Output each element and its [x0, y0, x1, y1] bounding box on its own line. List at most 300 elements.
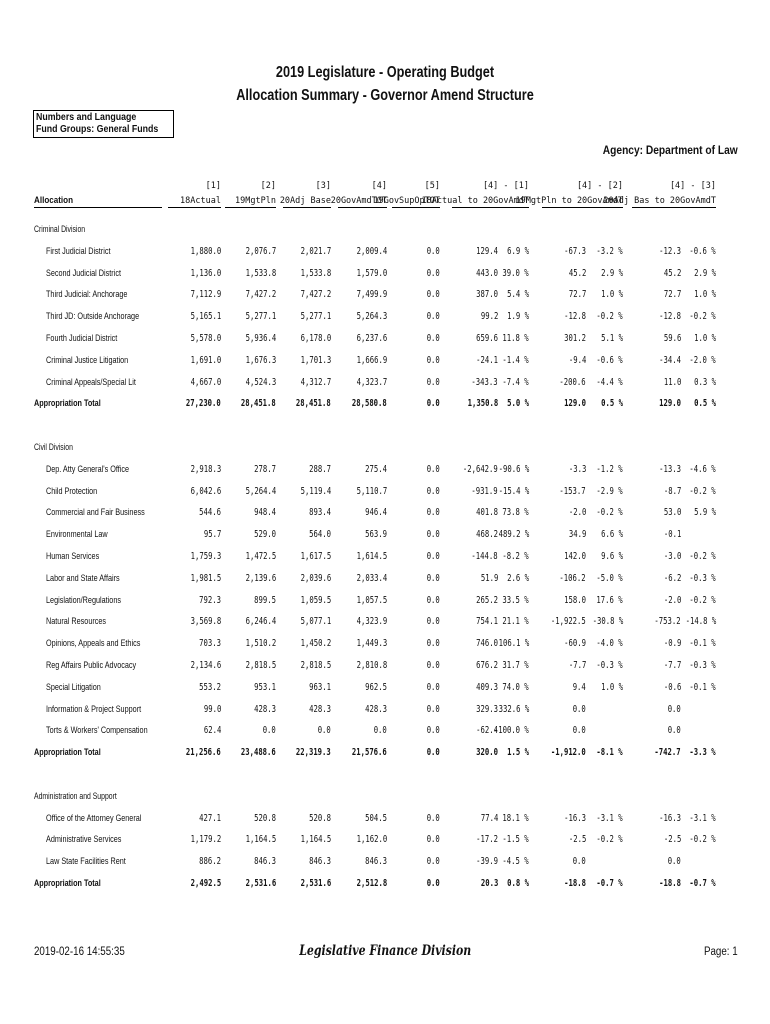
diff-percent-cell: -0.2 %	[689, 485, 716, 497]
value-cell: 3,569.8	[190, 616, 221, 628]
diff-percent-cell: 33.5 %	[502, 594, 529, 606]
diff-amount-cell: 53.0	[663, 507, 681, 519]
value-cell: 1,136.0	[190, 267, 221, 279]
allocation-label: Dep. Atty General's Office	[46, 463, 130, 474]
diff-amount-cell: 72.7	[663, 289, 681, 301]
table-row	[0, 725, 770, 739]
value-cell: 5,077.1	[300, 616, 331, 628]
allocation-label: Appropriation Total	[34, 747, 101, 758]
diff-percent-cell: -3.3 %	[689, 747, 716, 759]
value-cell: 4,667.0	[190, 376, 221, 388]
allocation-label: Second Judicial District	[46, 267, 121, 278]
value-cell: 2,531.6	[300, 878, 331, 889]
diff-amount-cell: 468.2	[476, 529, 498, 541]
diff-percent-cell: 0.5 %	[601, 398, 623, 410]
diff-percent-cell: 489.2 %	[498, 529, 529, 541]
diff-percent-cell: -3.1 %	[689, 812, 716, 824]
diff-amount-cell: -106.2	[559, 572, 586, 584]
table-row	[0, 377, 770, 391]
value-cell: 5,277.1	[245, 311, 276, 323]
diff-amount-cell: -60.9	[564, 638, 586, 650]
diff-column-underline	[632, 207, 716, 208]
value-cell: 0.0	[373, 725, 387, 737]
value-cell: 0.0	[426, 551, 440, 562]
value-cell: 6,237.6	[356, 333, 387, 344]
value-cell: 0.0	[426, 725, 440, 737]
diff-amount-cell: 9.4	[572, 681, 586, 693]
value-cell: 5,264.3	[356, 311, 387, 323]
diff-percent-cell: 1.0 %	[694, 333, 716, 344]
table-row	[0, 616, 770, 630]
diff-amount-cell: -3.0	[663, 551, 681, 562]
value-cell: 0.0	[426, 856, 440, 868]
value-cell: 520.8	[309, 812, 331, 824]
table-row	[0, 333, 770, 347]
value-cell: 0.0	[426, 398, 440, 410]
diff-percent-cell: -4.5 %	[502, 856, 529, 868]
diff-amount-cell: -200.6	[559, 376, 586, 388]
value-cell: 5,119.4	[300, 485, 331, 497]
diff-percent-cell: -4.6 %	[689, 463, 716, 475]
diff-amount-cell: 0.0	[572, 725, 586, 737]
diff-amount-cell: -13.3	[659, 463, 681, 475]
value-cell: 1,164.5	[245, 834, 276, 846]
diff-amount-cell: -1,912.0	[551, 747, 586, 759]
diff-percent-cell: -0.3 %	[689, 660, 716, 671]
allocation-label: First Judicial District	[46, 245, 111, 256]
diff-percent-cell: 1.5 %	[507, 747, 529, 759]
diff-amount-cell: -753.2	[654, 616, 681, 628]
diff-amount-cell: 51.9	[480, 572, 498, 584]
section-label: Administration and Support	[34, 790, 117, 801]
footer-timestamp: 2019-02-16 14:55:35	[34, 946, 125, 958]
footer-division-text: Legislative Finance Division	[299, 943, 471, 959]
total-row	[0, 878, 770, 892]
value-cell: 428.3	[254, 703, 276, 715]
value-cell: 288.7	[309, 463, 331, 475]
value-cell: 2,021.7	[300, 245, 331, 257]
diff-percent-cell: -100.0 %	[494, 725, 529, 737]
diff-amount-cell: -1,922.5	[551, 616, 586, 628]
value-cell: 7,427.2	[300, 289, 331, 301]
diff-percent-cell: 31.7 %	[502, 660, 529, 671]
diff-amount-cell: -12.8	[659, 311, 681, 323]
value-cell: 7,427.2	[245, 289, 276, 301]
value-cell: 7,112.9	[190, 289, 221, 301]
column-name: 20GovAmdTOT	[330, 196, 387, 206]
diff-amount-cell: -2.5	[663, 834, 681, 846]
value-cell: 22,319.3	[296, 747, 331, 759]
diff-amount-cell: 0.0	[572, 856, 586, 868]
column-name: 19GovSupOpTOT	[373, 196, 440, 206]
value-cell: 1,880.0	[190, 245, 221, 257]
value-cell: 28,451.8	[296, 398, 331, 410]
value-cell: 1,472.5	[245, 551, 276, 562]
allocation-underline	[34, 207, 162, 208]
total-row	[0, 747, 770, 761]
value-cell: 0.0	[426, 572, 440, 584]
value-cell: 0.0	[426, 812, 440, 824]
table-row	[0, 682, 770, 696]
diff-percent-cell: 2.6 %	[507, 572, 529, 584]
value-cell: 0.0	[426, 289, 440, 301]
diff-percent-cell: 1.9 %	[507, 311, 529, 323]
table-row	[0, 551, 770, 565]
diff-percent-cell: 21.1 %	[502, 616, 529, 628]
diff-amount-cell: 45.2	[568, 267, 586, 279]
allocation-label: Law State Facilities Rent	[46, 856, 126, 867]
value-cell: 2,818.5	[245, 660, 276, 671]
value-cell: 28,580.8	[352, 398, 387, 410]
value-cell: 962.5	[365, 681, 387, 693]
value-cell: 553.2	[199, 681, 221, 693]
value-cell: 0.0	[426, 834, 440, 846]
diff-percent-cell: -0.7 %	[596, 878, 623, 889]
value-cell: 1,059.5	[300, 594, 331, 606]
diff-column-underline	[542, 207, 623, 208]
value-cell: 0.0	[426, 333, 440, 344]
fund-groups-label: Fund Groups: General Funds	[36, 124, 159, 135]
diff-percent-cell: -0.2 %	[689, 834, 716, 846]
value-cell: 1,164.5	[300, 834, 331, 846]
diff-percent-cell: -0.6 %	[689, 245, 716, 257]
diff-percent-cell: -15.4 %	[498, 485, 529, 497]
value-cell: 2,033.4	[356, 572, 387, 584]
diff-percent-cell: -1.4 %	[502, 354, 529, 366]
value-cell: 5,936.4	[245, 333, 276, 344]
allocation-label: Commercial and Fair Business	[46, 507, 145, 518]
table-row	[0, 573, 770, 587]
value-cell: 2,009.4	[356, 245, 387, 257]
value-cell: 2,039.6	[300, 572, 331, 584]
column-number: [4]	[371, 181, 387, 191]
diff-amount-cell: 11.0	[663, 376, 681, 388]
diff-percent-cell: -0.6 %	[596, 354, 623, 366]
diff-amount-cell: -0.1	[663, 529, 681, 541]
diff-amount-cell: 129.4	[476, 245, 498, 257]
diff-percent-cell: -90.6 %	[498, 463, 529, 475]
diff-amount-cell: 0.0	[572, 703, 586, 715]
allocation-label: Criminal Justice Litigation	[46, 354, 129, 365]
value-cell: 2,139.6	[245, 572, 276, 584]
column-underline	[338, 207, 387, 208]
diff-amount-cell: -931.9	[471, 485, 498, 497]
diff-amount-cell: 659.6	[476, 333, 498, 344]
diff-percent-cell: -14.8 %	[685, 616, 716, 628]
diff-amount-cell: -0.9	[663, 638, 681, 650]
allocation-label: Third JD: Outside Anchorage	[46, 311, 140, 322]
value-cell: 1,617.5	[300, 551, 331, 562]
value-cell: 0.0	[426, 485, 440, 497]
total-row	[0, 398, 770, 412]
value-cell: 963.1	[309, 681, 331, 693]
diff-percent-cell: 1.0 %	[601, 289, 623, 301]
diff-amount-cell: -153.7	[559, 485, 586, 497]
diff-amount-cell: 265.2	[476, 594, 498, 606]
diff-percent-cell: -0.3 %	[689, 572, 716, 584]
diff-percent-cell: 2.9 %	[601, 267, 623, 279]
diff-amount-cell: -34.4	[659, 354, 681, 366]
diff-percent-cell: 1.0 %	[694, 289, 716, 301]
diff-amount-cell: -9.4	[568, 354, 586, 366]
report-subtitle: Allocation Summary - Governor Amend Structure	[236, 87, 534, 104]
value-cell: 7,499.9	[356, 289, 387, 301]
value-cell: 948.4	[254, 507, 276, 519]
allocation-label: Fourth Judicial District	[46, 333, 118, 343]
value-cell: 21,256.6	[186, 747, 221, 759]
value-cell: 2,492.5	[190, 878, 221, 889]
value-cell: 1,179.2	[190, 834, 221, 846]
diff-amount-cell: 20.3	[480, 878, 498, 889]
diff-amount-cell: -2.0	[663, 594, 681, 606]
value-cell: 2,818.5	[300, 660, 331, 671]
diff-percent-cell: -2.0 %	[689, 354, 716, 366]
value-cell: 27,230.0	[186, 398, 221, 410]
value-cell: 21,576.6	[352, 747, 387, 759]
value-cell: 2,076.7	[245, 245, 276, 257]
diff-percent-cell: -5.0 %	[596, 572, 623, 584]
diff-percent-cell: 1.0 %	[601, 681, 623, 693]
value-cell: 564.0	[309, 529, 331, 541]
table-row	[0, 638, 770, 652]
value-cell: 278.7	[254, 463, 276, 475]
value-cell: 428.3	[365, 703, 387, 715]
diff-percent-cell: 6.9 %	[507, 245, 529, 257]
value-cell: 1,162.0	[356, 834, 387, 846]
diff-column-name: 18Actual to 20GovAmdT	[421, 196, 529, 206]
diff-percent-cell: -0.2 %	[689, 311, 716, 323]
allocation-label: Opinions, Appeals and Ethics	[46, 638, 141, 649]
table-row	[0, 486, 770, 500]
value-cell: 1,510.2	[245, 638, 276, 650]
diff-amount-cell: 77.4	[480, 812, 498, 824]
value-cell: 2,134.6	[190, 660, 221, 671]
diff-amount-cell: -18.8	[564, 878, 586, 889]
value-cell: 0.0	[426, 594, 440, 606]
diff-percent-cell: 73.8 %	[502, 507, 529, 519]
diff-percent-cell: -0.2 %	[596, 507, 623, 519]
value-cell: 1,579.0	[356, 267, 387, 279]
diff-amount-cell: 676.2	[476, 660, 498, 671]
diff-amount-cell: -16.3	[659, 812, 681, 824]
section-header-row	[0, 442, 770, 456]
diff-percent-cell: -0.3 %	[596, 660, 623, 671]
allocation-label: Third Judicial: Anchorage	[46, 289, 128, 300]
value-cell: 0.0	[426, 638, 440, 650]
value-cell: 2,512.8	[356, 878, 387, 889]
diff-percent-cell: -3.1 %	[596, 812, 623, 824]
diff-column-number: [4] - [2]	[576, 181, 623, 191]
diff-amount-cell: 72.7	[568, 289, 586, 301]
diff-amount-cell: -3.3	[568, 463, 586, 475]
allocation-label: Environmental Law	[46, 529, 108, 540]
value-cell: 0.0	[426, 529, 440, 541]
diff-amount-cell: -2.5	[568, 834, 586, 846]
diff-percent-cell: 18.1 %	[502, 812, 529, 824]
value-cell: 2,810.8	[356, 660, 387, 671]
value-cell: 0.0	[426, 616, 440, 628]
value-cell: 0.0	[426, 311, 440, 323]
diff-percent-cell: 5.1 %	[601, 333, 623, 344]
value-cell: 1,614.5	[356, 551, 387, 562]
diff-amount-cell: -17.2	[476, 834, 498, 846]
value-cell: 0.0	[426, 660, 440, 671]
value-cell: 0.0	[426, 376, 440, 388]
diff-amount-cell: 1,350.8	[467, 398, 498, 410]
value-cell: 703.3	[199, 638, 221, 650]
allocation-label: Appropriation Total	[34, 878, 101, 888]
diff-amount-cell: 387.0	[476, 289, 498, 301]
value-cell: 6,246.4	[245, 616, 276, 628]
value-cell: 0.0	[426, 681, 440, 693]
diff-amount-cell: 409.3	[476, 681, 498, 693]
diff-percent-cell: 17.6 %	[596, 594, 623, 606]
diff-percent-cell: 39.0 %	[502, 267, 529, 279]
diff-percent-cell: -2.9 %	[596, 485, 623, 497]
value-cell: 1,533.8	[245, 267, 276, 279]
value-cell: 23,488.6	[241, 747, 276, 759]
value-cell: 0.0	[426, 507, 440, 519]
value-cell: 1,533.8	[300, 267, 331, 279]
diff-amount-cell: -39.9	[476, 856, 498, 868]
value-cell: 563.9	[365, 529, 387, 541]
value-cell: 0.0	[426, 354, 440, 366]
table-row	[0, 464, 770, 478]
column-number: [3]	[315, 181, 331, 191]
value-cell: 2,531.6	[245, 878, 276, 889]
column-number: [1]	[205, 181, 221, 191]
section-label: Criminal Division	[34, 224, 86, 234]
diff-amount-cell: 129.0	[564, 398, 586, 410]
column-number: [5]	[424, 181, 440, 191]
value-cell: 1,691.0	[190, 354, 221, 366]
diff-amount-cell: -6.2	[663, 572, 681, 584]
value-cell: 792.3	[199, 594, 221, 606]
table-row	[0, 268, 770, 282]
diff-amount-cell: 0.0	[667, 725, 681, 737]
value-cell: 1,450.2	[300, 638, 331, 650]
value-cell: 946.4	[365, 507, 387, 519]
table-row	[0, 660, 770, 674]
value-cell: 1,981.5	[190, 572, 221, 584]
diff-amount-cell: -67.3	[564, 245, 586, 257]
value-cell: 6,042.6	[190, 485, 221, 497]
allocation-label: Appropriation Total	[34, 398, 101, 409]
value-cell: 0.0	[262, 725, 276, 737]
diff-amount-cell: -7.7	[663, 660, 681, 671]
diff-percent-cell: 332.6 %	[498, 703, 529, 715]
diff-amount-cell: -343.3	[471, 376, 498, 388]
diff-amount-cell: -18.8	[659, 878, 681, 889]
value-cell: 428.3	[309, 703, 331, 715]
numbers-language-label: Numbers and Language	[36, 112, 137, 123]
diff-amount-cell: 34.9	[568, 529, 586, 541]
value-cell: 5,578.0	[190, 333, 221, 344]
section-header-row	[0, 224, 770, 238]
diff-column-underline	[452, 207, 529, 208]
diff-amount-cell: 142.0	[564, 551, 586, 562]
diff-amount-cell: 301.2	[564, 333, 586, 344]
diff-amount-cell: 401.8	[476, 507, 498, 519]
value-cell: 0.0	[426, 703, 440, 715]
diff-percent-cell: 11.8 %	[502, 333, 529, 344]
diff-amount-cell: 99.2	[480, 311, 498, 323]
diff-percent-cell: -7.4 %	[502, 376, 529, 388]
column-underline	[168, 207, 221, 208]
column-name: 20Adj Base	[279, 196, 331, 206]
value-cell: 846.3	[365, 856, 387, 868]
allocation-label: Natural Resources	[46, 616, 107, 627]
diff-column-number: [4] - [3]	[669, 181, 716, 191]
table-row	[0, 507, 770, 521]
value-cell: 5,165.1	[190, 311, 221, 323]
value-cell: 504.5	[365, 812, 387, 824]
value-cell: 4,312.7	[300, 376, 331, 388]
table-row	[0, 834, 770, 848]
allocation-label: Torts & Workers' Compensation	[46, 725, 148, 736]
agency-label: Agency: Department of Law	[603, 143, 738, 157]
value-cell: 5,110.7	[356, 485, 387, 497]
column-underline	[225, 207, 276, 208]
fund-group-box	[33, 110, 174, 138]
value-cell: 0.0	[426, 878, 440, 889]
value-cell: 846.3	[309, 856, 331, 868]
table-row	[0, 704, 770, 718]
value-cell: 95.7	[203, 529, 221, 541]
diff-percent-cell: -3.2 %	[596, 245, 623, 257]
value-cell: 4,323.7	[356, 376, 387, 388]
value-cell: 0.0	[426, 747, 440, 759]
table-row	[0, 289, 770, 303]
diff-percent-cell: -0.7 %	[689, 878, 716, 889]
value-cell: 28,451.8	[241, 398, 276, 410]
allocation-label: Human Services	[46, 551, 100, 561]
diff-percent-cell: -0.1 %	[689, 638, 716, 650]
report-title: 2019 Legislature - Operating Budget	[275, 64, 495, 81]
value-cell: 5,264.4	[245, 485, 276, 497]
diff-percent-cell: 6.6 %	[601, 529, 623, 541]
diff-percent-cell: -4.0 %	[596, 638, 623, 650]
table-row	[0, 813, 770, 827]
value-cell: 99.0	[203, 703, 221, 715]
allocation-label: Special Litigation	[46, 681, 101, 692]
allocation-label: Legislation/Regulations	[46, 594, 121, 605]
value-cell: 886.2	[199, 856, 221, 868]
value-cell: 953.1	[254, 681, 276, 693]
value-cell: 544.6	[199, 507, 221, 519]
allocation-label: Information & Project Support	[46, 703, 142, 714]
diff-amount-cell: 129.0	[659, 398, 681, 410]
value-cell: 899.5	[254, 594, 276, 606]
diff-column-name: 19MgtPln to 20GovAmdT	[515, 196, 623, 206]
value-cell: 6,178.0	[300, 333, 331, 344]
table-row	[0, 529, 770, 543]
value-cell: 2,918.3	[190, 463, 221, 475]
column-name: 18Actual	[180, 196, 221, 206]
value-cell: 893.4	[309, 507, 331, 519]
diff-percent-cell: 0.8 %	[507, 878, 529, 889]
value-cell: 5,277.1	[300, 311, 331, 323]
value-cell: 520.8	[254, 812, 276, 824]
table-row	[0, 311, 770, 325]
diff-amount-cell: 158.0	[564, 594, 586, 606]
allocation-label: Criminal Appeals/Special Lit	[46, 376, 136, 387]
diff-percent-cell: -4.4 %	[596, 376, 623, 388]
column-name: 19MgtPln	[235, 196, 276, 206]
value-cell: 0.0	[426, 245, 440, 257]
diff-percent-cell: 74.0 %	[502, 681, 529, 693]
diff-percent-cell: -30.8 %	[592, 616, 623, 628]
